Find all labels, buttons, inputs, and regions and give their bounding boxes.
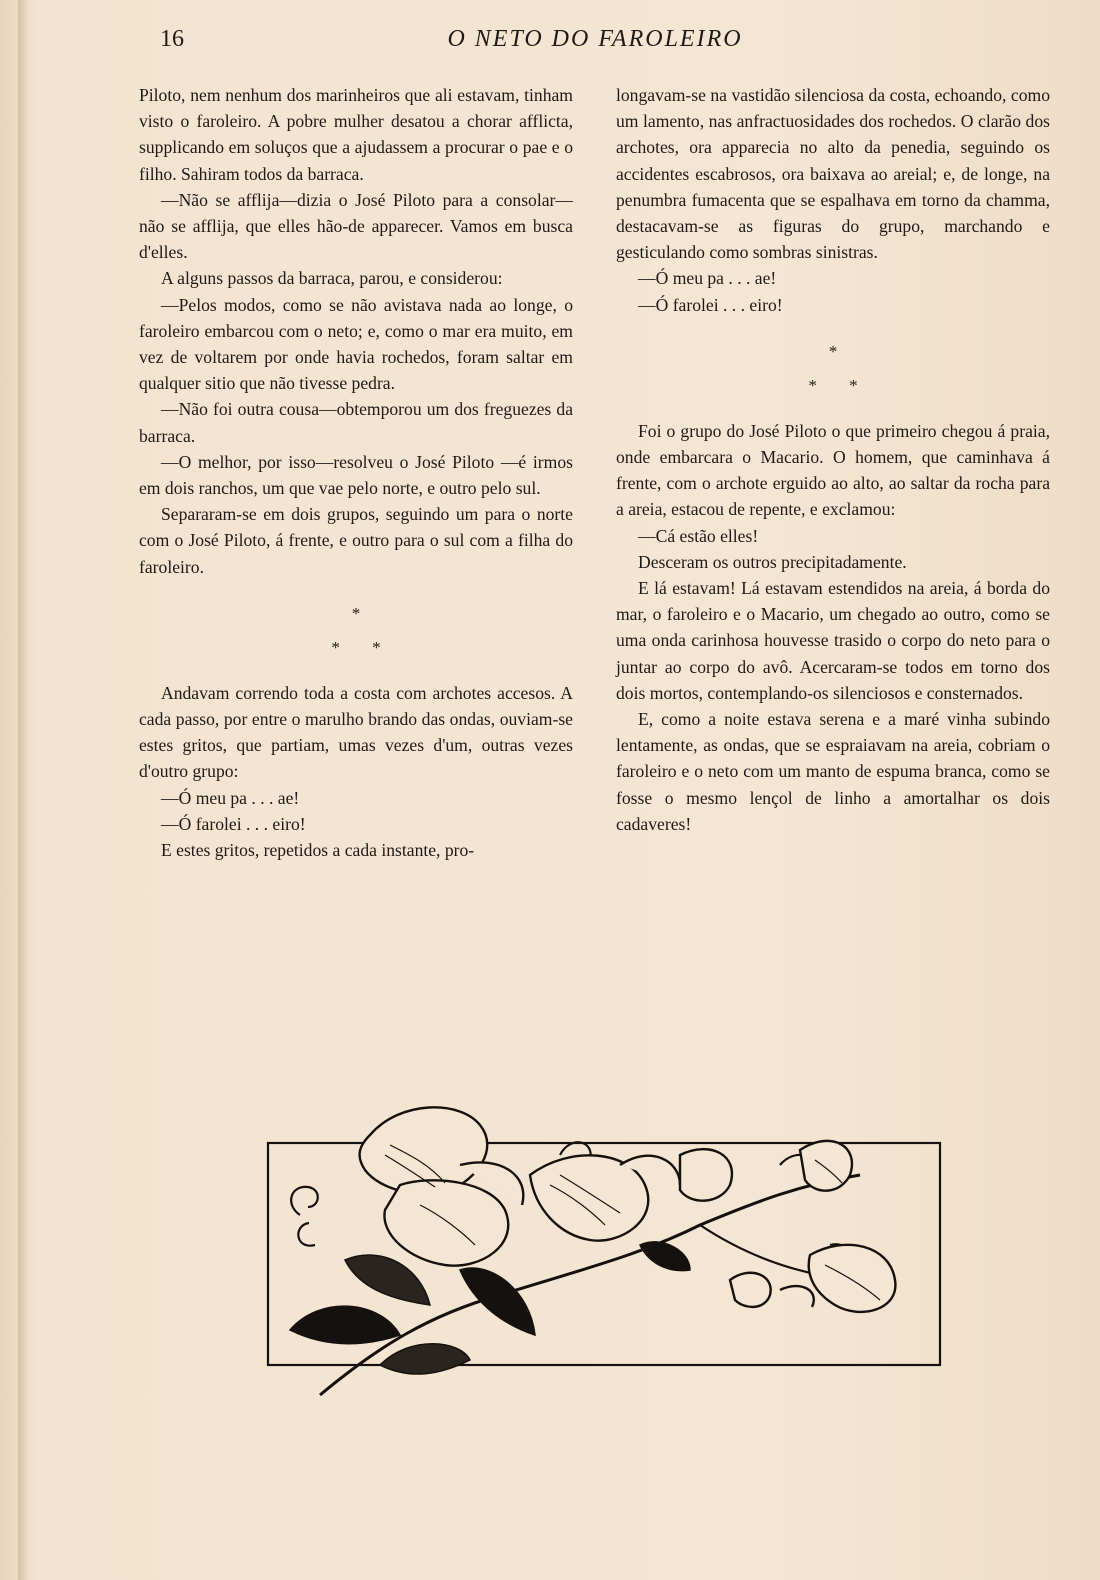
paragraph: —Ó farolei . . . eiro! bbox=[638, 294, 783, 315]
paragraph: Desceram os outros precipitadamente. bbox=[638, 551, 907, 572]
paragraph: —Não foi outra cousa—obtemporou um dos freguezes da barraca. bbox=[139, 399, 573, 446]
asterisk-top: * bbox=[351, 603, 361, 623]
asterisk-bottom: * * bbox=[331, 637, 381, 657]
paragraph: Piloto, nem nenhum dos marinheiros que ali estavam, tinham visto o faroleiro. A pobre mulher desatou a chorar afflicta, supplicando em soluços que a ajudassem a procurar o pae e o filho. Sahiram todos da barraca. bbox=[139, 85, 573, 184]
sweet-pea-floral-vignette-icon bbox=[260, 1095, 950, 1405]
paragraph: E estes gritos, repetidos a cada instante, pro- bbox=[161, 840, 475, 861]
running-title: O NETO DO FAROLEIRO bbox=[447, 26, 743, 52]
page-gutter bbox=[18, 0, 28, 1580]
asterisk-bottom: * * bbox=[808, 375, 858, 395]
paragraph: —Cá estão elles! bbox=[638, 525, 759, 546]
page-number: 16 bbox=[160, 26, 184, 52]
paragraph: —Ó farolei . . . eiro! bbox=[161, 813, 306, 834]
paragraph: —Pelos modos, como se não avistava nada ao longe, o faroleiro embarcou com o neto; e, como o mar era muito, em vez de voltarem por onde havia rochedos, foram saltar em qualquer sitio que não tivesse pedra. bbox=[139, 294, 573, 394]
paragraph: longavam-se na vastidão silenciosa da costa, echoando, como um lamento, nas anfractuosidades dos rochedos. O clarão dos archotes, ora apparecia no alto da penedia, seguindo os accidentes escabrosos, ora baixava ao areial; e, de longe, na penumbra fumacenta que se espalhava em torno da chamma, destacavam-se as figuras do grupo, marchando e gesticulando como sombras sinistras. bbox=[616, 85, 1050, 263]
paragraph: E, como a noite estava serena e a maré vinha subindo lentamente, as ondas, que se espraiavam na areia, cobriam o faroleiro e o neto com um manto de espuma branca, como se fosse o mesmo lençol de linho a amortalhar os dois cadaveres! bbox=[616, 709, 1050, 834]
paragraph: —Ó meu pa . . . ae! bbox=[161, 787, 300, 808]
left-text-column bbox=[139, 82, 573, 863]
asterisk-top: * bbox=[828, 341, 838, 361]
paragraph: —O melhor, por isso—resolveu o José Piloto —é irmos em dois ranchos, um que vae pelo norte, e outro pelo sul. bbox=[139, 451, 573, 499]
right-text-column bbox=[616, 82, 1050, 837]
paragraph: Separaram-se em dois grupos, seguindo um para o norte com o José Piloto, á frente, e outro para o sul com a filha do faroleiro. bbox=[139, 504, 573, 577]
paragraph: Foi o grupo do José Piloto o que primeiro chegou á praia, onde embarcara o Macario. O homem, que caminhava á frente, com o archote erguido ao alto, ao saltar da rocha para a areia, estacou de repente, e exclamou: bbox=[616, 420, 1050, 520]
section-separator bbox=[616, 318, 1050, 418]
paragraph: E lá estavam! Lá estavam estendidos na areia, á borda do mar, o faroleiro e o Macario, um chegado ao outro, como se uma onda carinhosa houvesse trasido o corpo do neto para o juntar ao corpo do avô. Acercaram-se todos em torno dos dois mortos, contemplando-os silenciosos e consternados. bbox=[616, 578, 1050, 703]
paragraph: Andavam correndo toda a costa com archotes accesos. A cada passo, por entre o marulho brando das ondas, ouviam-se estes gritos, que partiam, umas vezes d'um, outras vezes d'outro grupo: bbox=[139, 682, 573, 782]
paragraph: A alguns passos da barraca, parou, e considerou: bbox=[161, 268, 503, 289]
paragraph: —Ó meu pa . . . ae! bbox=[638, 268, 777, 289]
paragraph: —Não se afflija—dizia o José Piloto para a consolar—não se afflija, que elles hão-de apparecer. Vamos em busca d'elles. bbox=[139, 189, 573, 263]
section-separator bbox=[139, 580, 573, 680]
